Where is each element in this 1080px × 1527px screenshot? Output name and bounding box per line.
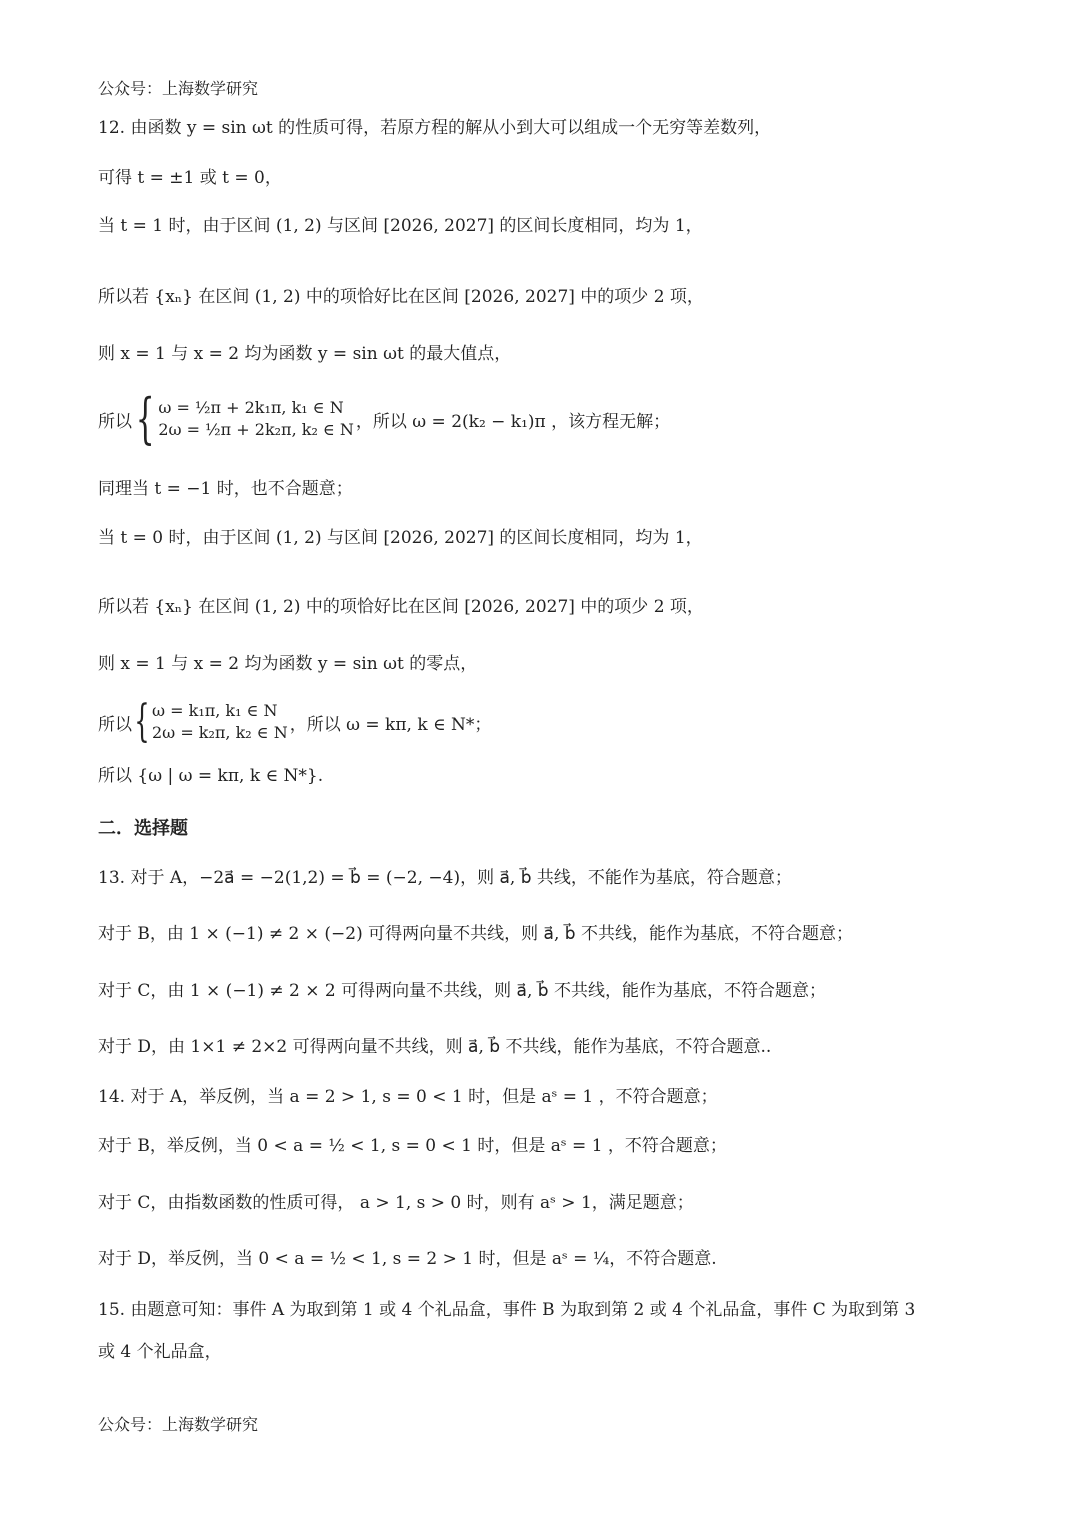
q12-line-7: 当 t = 0 时，由于区间 (1, 2) 与区间 [2026, 2027] 的区间长度相同，均为 1， [98,528,703,548]
q13-line-2: 对于 B，由 1 × (−1) ≠ 2 × (−2) 可得两向量不共线，则 a⃗, b⃗ 不共线，能作为基底，不符合题意； [98,924,853,944]
page-footer: 公众号：上海数学研究 [98,1415,259,1434]
q12-line-9: 则 x = 1 与 x = 2 均为函数 y = sin ωt 的零点， [98,654,478,674]
q12-line-5: 则 x = 1 与 x = 2 均为函数 y = sin ωt 的最大值点， [98,344,512,364]
system-2-row-2: 2ω = k₂π, k₂ ∈ N [152,723,288,743]
system-1-row-1: ω = ½π + 2k₁π, k₁ ∈ N [158,397,344,417]
q12-line-3: 当 t = 1 时，由于区间 (1, 2) 与区间 [2026, 2027] 的区间长度相同，均为 1， [98,216,703,236]
q12-line-6: 同理当 t = −1 时，也不合题意； [98,479,353,499]
q14-line-4: 对于 D，举反例，当 0 < a = ½ < 1, s = 2 > 1 时，但是 aˢ = ¼，不符合题意. [98,1249,717,1269]
system-1-rows [158,397,354,442]
q12-line-1: 12. 由函数 y = sin ωt 的性质可得，若原方程的解从小到大可以组成一个无穷等差数列， [98,118,772,138]
left-brace-icon: { [134,696,150,748]
q12-line-2: 可得 t = ±1 或 t = 0， [98,168,282,188]
q12-line-8: 所以若 {xₙ} 在区间 (1, 2) 中的项恰好比在区间 [2026, 2027] 中的项少 2 项， [98,597,704,617]
system-2-suffix: ，所以 ω = kπ, k ∈ N*； [289,714,492,735]
q14-line-3: 对于 C，由指数函数的性质可得， a > 1, s > 0 时，则有 aˢ > 1，满足题意； [98,1193,694,1213]
page-header: 公众号：上海数学研究 [98,79,259,98]
q12-line-4: 所以若 {xₙ} 在区间 (1, 2) 中的项恰好比在区间 [2026, 2027] 中的项少 2 项， [98,287,704,307]
q13-line-1: 13. 对于 A，−2a⃗ = −2(1,2) = b⃗ = (−2, −4)，则 a⃗, b⃗ 共线，不能作为基底，符合题意； [98,868,792,888]
system-1-suffix: ，所以 ω = 2(k₂ − k₁)π ，该方程无解； [355,411,671,432]
left-brace-icon: { [135,387,155,450]
system-2-row-1: ω = k₁π, k₁ ∈ N [152,701,278,720]
q15-line-1: 15. 由题意可知：事件 A 为取到第 1 或 4 个礼品盒，事件 B 为取到第 2 或 4 个礼品盒，事件 C 为取到第 3 [98,1300,916,1320]
q13-line-4: 对于 D，由 1×1 ≠ 2×2 可得两向量不共线，则 a⃗, b⃗ 不共线，能作为基底，不符合题意.. [98,1037,772,1057]
q14-line-1: 14. 对于 A，举反例，当 a = 2 > 1, s = 0 < 1 时，但是 aˢ = 1 ，不符合题意； [98,1087,718,1107]
q15-line-2: 或 4 个礼品盒， [98,1342,222,1362]
section-title: 二．选择题 [98,818,188,839]
q12-system-1 [98,387,671,450]
system-1-row-2: 2ω = ½π + 2k₂π, k₂ ∈ N [158,420,354,439]
q12-line-10: 所以 {ω | ω = kπ, k ∈ N*}. [98,766,324,786]
q13-line-3: 对于 C，由 1 × (−1) ≠ 2 × 2 可得两向量不共线，则 a⃗, b⃗ 不共线，能作为基底，不符合题意； [98,981,826,1001]
q14-line-2: 对于 B，举反例，当 0 < a = ½ < 1, s = 0 < 1 时，但是 aˢ = 1 ，不符合题意； [98,1136,727,1156]
q12-system-2 [98,696,492,748]
system-2-rows [152,700,288,745]
system-1-prefix: 所以 [98,411,132,432]
system-2-prefix: 所以 [98,714,132,735]
